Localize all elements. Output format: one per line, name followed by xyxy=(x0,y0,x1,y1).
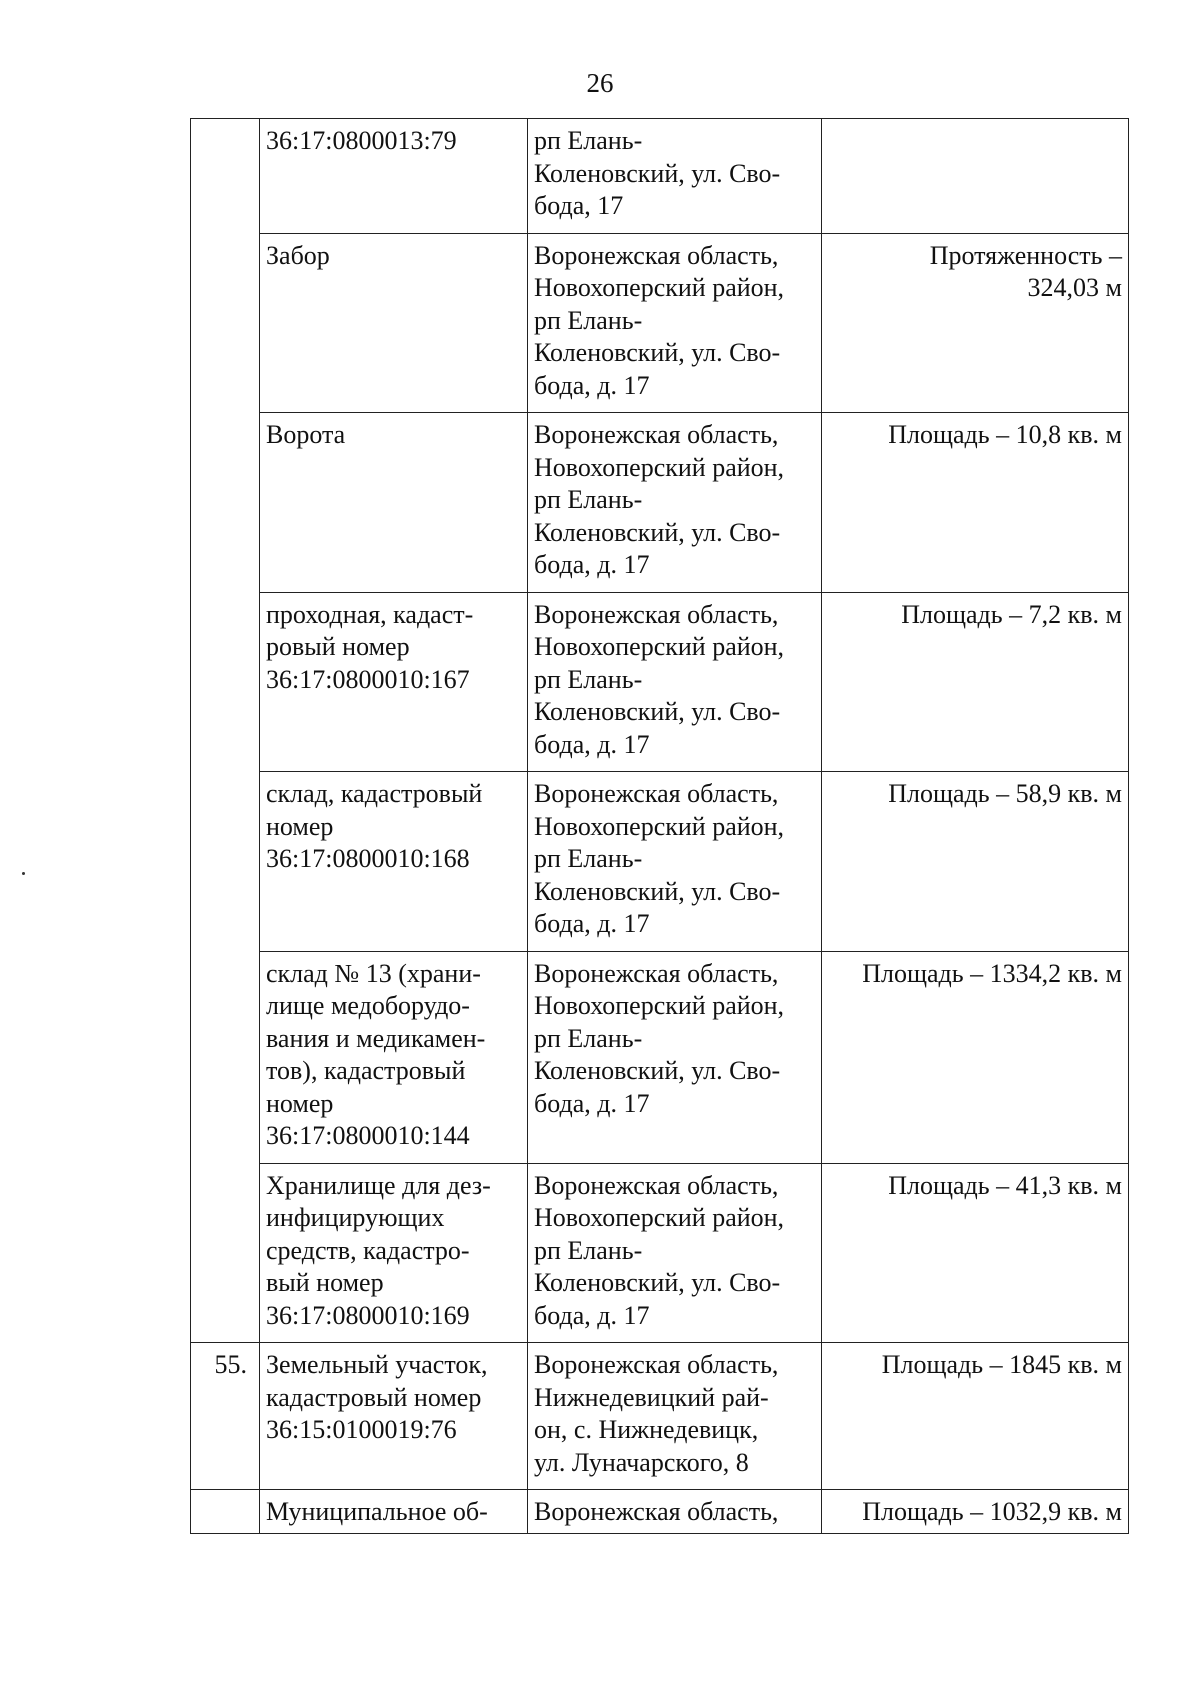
object-name-line: тов), кадастровый xyxy=(266,1056,466,1085)
object-name-cell xyxy=(260,1343,528,1490)
address-cell xyxy=(528,413,822,593)
address-line: бода, д. 17 xyxy=(534,550,650,579)
table-row xyxy=(191,772,1129,952)
object-name-cell xyxy=(260,233,528,413)
object-name-line: склад, кадастровый xyxy=(266,779,483,808)
table-body xyxy=(191,119,1129,1534)
address-line: рп Елань- xyxy=(534,844,643,873)
address-line: Воронежская область, xyxy=(534,240,779,270)
address-line: Новохоперский район, xyxy=(534,632,785,661)
item-number-cell xyxy=(191,772,260,952)
address-line: бода, 17 xyxy=(534,191,624,220)
item-number-cell xyxy=(191,119,260,234)
object-name-line: 36:17:0800010:167 xyxy=(266,664,470,694)
address-cell xyxy=(528,772,822,952)
table-row xyxy=(191,1490,1129,1534)
address-line: рп Елань- xyxy=(534,305,643,335)
address-line: Новохоперский район, xyxy=(534,1203,785,1232)
object-name-cell xyxy=(260,413,528,593)
item-number-cell xyxy=(191,1490,260,1534)
address-line: Нижнедевицкий рай- xyxy=(534,1382,769,1412)
address-line: Воронежская область, xyxy=(534,779,779,808)
size-line: Площадь – 1845 кв. м xyxy=(881,1350,1122,1379)
object-name-line: 36:17:0800010:144 xyxy=(266,1121,470,1150)
table-row xyxy=(191,413,1129,593)
table-row xyxy=(191,592,1129,772)
address-line: бода, д. 17 xyxy=(534,370,650,400)
address-line: Воронежская область, xyxy=(534,958,779,988)
address-line: Новохоперский район, xyxy=(534,452,785,482)
object-name-line: 36:17:0800010:168 xyxy=(266,844,470,873)
size-line: 324,03 м xyxy=(1027,273,1122,302)
object-name-line: 36:17:0800010:169 xyxy=(266,1300,470,1330)
address-line: Воронежская область, xyxy=(534,599,779,629)
object-name-line: инфицирующих xyxy=(266,1203,445,1232)
size-cell xyxy=(822,772,1129,952)
object-name-line: Муниципальное об- xyxy=(266,1497,488,1526)
address-cell xyxy=(528,119,822,234)
size-cell xyxy=(822,1163,1129,1343)
object-name-cell xyxy=(260,951,528,1163)
object-name-line: номер xyxy=(266,811,334,841)
address-line: Новохоперский район, xyxy=(534,273,785,302)
table-row xyxy=(191,1163,1129,1343)
size-cell xyxy=(822,119,1129,234)
address-line: Новохоперский район, xyxy=(534,991,785,1020)
size-cell xyxy=(822,233,1129,413)
property-table xyxy=(190,118,1129,1534)
object-name-line: вый номер xyxy=(266,1268,384,1297)
address-cell xyxy=(528,1163,822,1343)
size-line: Площадь – 1032,9 кв. м xyxy=(862,1497,1122,1526)
table-row xyxy=(191,233,1129,413)
address-line: Коленовский, ул. Сво- xyxy=(534,1056,781,1085)
address-cell xyxy=(528,233,822,413)
size-cell xyxy=(822,413,1129,593)
address-cell xyxy=(528,592,822,772)
object-name-line: склад № 13 (храни- xyxy=(266,958,481,988)
size-line: Площадь – 58,9 кв. м xyxy=(888,779,1122,808)
object-name-line: Забор xyxy=(266,240,330,270)
object-name-line: средств, кадастро- xyxy=(266,1235,470,1265)
address-line: Коленовский, ул. Сво- xyxy=(534,517,781,547)
page-number: 26 xyxy=(586,68,614,98)
item-number-cell xyxy=(191,233,260,413)
object-name-line: номер xyxy=(266,1088,334,1118)
address-line: рп Елань- xyxy=(534,126,643,155)
size-line: Площадь – 41,3 кв. м xyxy=(888,1170,1122,1200)
address-line: рп Елань- xyxy=(534,664,643,694)
size-line: Площадь – 10,8 кв. м xyxy=(888,420,1122,449)
address-line: Коленовский, ул. Сво- xyxy=(534,158,781,188)
address-line: ул. Луначарского, 8 xyxy=(534,1447,749,1477)
object-name-cell xyxy=(260,592,528,772)
address-line: Воронежская область, xyxy=(534,1350,779,1379)
address-line: Коленовский, ул. Сво- xyxy=(534,338,781,367)
address-line: Коленовский, ул. Сво- xyxy=(534,1268,781,1297)
object-name-line: Земельный участок, xyxy=(266,1350,488,1379)
object-name-cell xyxy=(260,772,528,952)
table-row xyxy=(191,1343,1129,1490)
address-line: Воронежская область, xyxy=(534,1170,779,1200)
item-number-cell xyxy=(191,413,260,593)
address-cell xyxy=(528,1490,822,1534)
object-name-line: лище медоборудо- xyxy=(266,991,470,1020)
object-name-line: ровый номер xyxy=(266,632,410,661)
address-cell xyxy=(528,1343,822,1490)
address-line: бода, д. 17 xyxy=(534,909,650,938)
address-line: Воронежская область, xyxy=(534,420,779,449)
size-line: Протяженность – xyxy=(929,240,1122,270)
object-name-line: 36:17:0800013:79 xyxy=(266,126,457,155)
address-line: Воронежская область, xyxy=(534,1497,779,1526)
address-line: бода, д. 17 xyxy=(534,729,650,759)
address-line: бода, д. 17 xyxy=(534,1088,650,1118)
object-name-line: проходная, кадаст- xyxy=(266,599,474,629)
item-number-cell xyxy=(191,951,260,1163)
table-row xyxy=(191,951,1129,1163)
scan-speck xyxy=(22,872,25,875)
object-name-line: 36:15:0100019:76 xyxy=(266,1415,457,1444)
size-cell xyxy=(822,1490,1129,1534)
table-row xyxy=(191,119,1129,234)
object-name-cell xyxy=(260,119,528,234)
size-line: Площадь – 7,2 кв. м xyxy=(901,599,1122,629)
object-name-cell xyxy=(260,1490,528,1534)
item-number-cell xyxy=(191,1163,260,1343)
object-name-line: Ворота xyxy=(266,420,346,449)
address-line: Новохоперский район, xyxy=(534,811,785,841)
item-number-cell xyxy=(191,592,260,772)
size-cell xyxy=(822,951,1129,1163)
address-line: Коленовский, ул. Сво- xyxy=(534,697,781,726)
object-name-cell xyxy=(260,1163,528,1343)
address-line: Коленовский, ул. Сво- xyxy=(534,876,781,906)
address-line: рп Елань- xyxy=(534,1023,643,1053)
address-line: рп Елань- xyxy=(534,485,643,514)
address-line: он, с. Нижнедевицк, xyxy=(534,1415,759,1444)
address-line: рп Елань- xyxy=(534,1235,643,1265)
size-cell xyxy=(822,1343,1129,1490)
object-name-line: вания и медикамен- xyxy=(266,1023,486,1053)
address-line: бода, д. 17 xyxy=(534,1300,650,1330)
object-name-line: кадастровый номер xyxy=(266,1382,482,1412)
object-name-line: Хранилище для дез- xyxy=(266,1170,491,1200)
size-cell xyxy=(822,592,1129,772)
address-cell xyxy=(528,951,822,1163)
item-number-cell: 55. xyxy=(191,1343,260,1490)
size-line: Площадь – 1334,2 кв. м xyxy=(862,958,1122,988)
